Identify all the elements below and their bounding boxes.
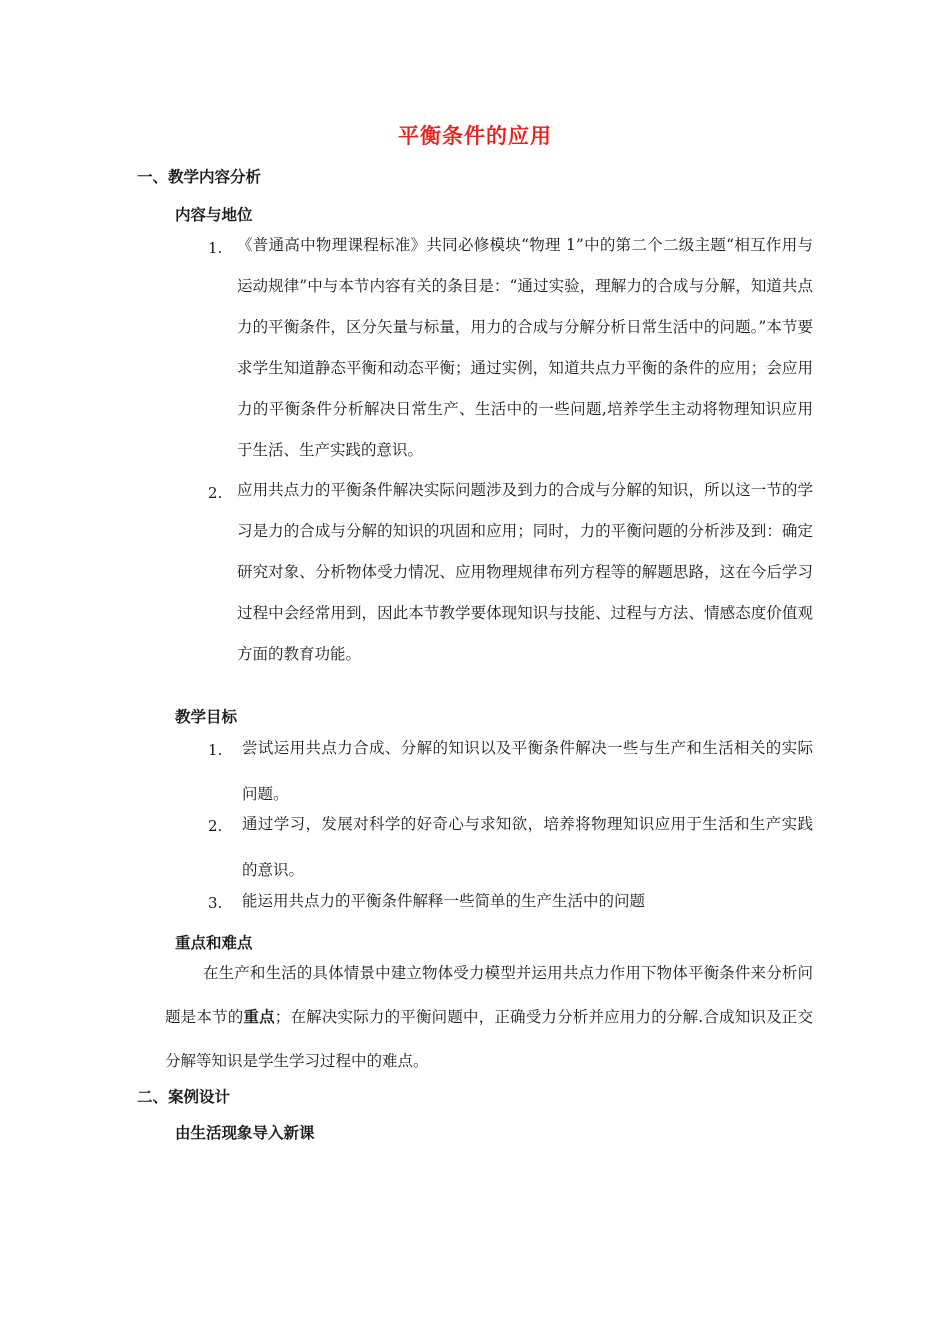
key-points-text-before: 在生产和生活的具体情景中建立物体受力模型并运用共点力作用下物体平衡条件来分析问题是本节的	[165, 964, 813, 1026]
section-heading-case-design: 二、案例设计	[137, 1088, 231, 1106]
subheading-intro: 由生活现象导入新课	[175, 1124, 315, 1142]
document-title: 平衡条件的应用	[398, 124, 552, 148]
list-item-number: 1.	[208, 741, 223, 759]
list-item-number: 2.	[208, 484, 223, 502]
key-points-text-after: ；在解决实际力的平衡问题中，正确受力分析并应用力的分解.合成知识及正交分解等知识是学生学习过程中的难点。	[165, 1008, 813, 1070]
section-heading-analysis: 一、教学内容分析	[137, 168, 262, 186]
subheading-key-points: 重点和难点	[175, 934, 253, 952]
subheading-teaching-goals: 教学目标	[175, 708, 238, 726]
list-item-text: 应用共点力的平衡条件解决实际问题涉及到力的合成与分解的知识，所以这一节的学习是力的合成与分解的知识的巩固和应用；同时，力的平衡问题的分析涉及到：确定研究对象、分析物体受力情况、应用物理规律布列方程等的解题思路，这在今后学习过程中会经常用到，因此本节教学要体现知识与技能、过程与方法、情感态度价值观方面的教育功能。	[237, 481, 813, 663]
list-item-text: 能运用共点力的平衡条件解释一些简单的生产生活中的问题	[242, 892, 646, 910]
list-item-number: 3.	[208, 894, 223, 912]
list-item-number: 1.	[208, 239, 223, 257]
subheading-content-position: 内容与地位	[175, 206, 253, 224]
list-item-text: 通过学习，发展对科学的好奇心与求知欲，培养将物理知识应用于生活和生产实践的意识。	[242, 815, 813, 879]
list-item-text: 尝试运用共点力合成、分解的知识以及平衡条件解决一些与生产和生活相关的实际问题。	[242, 739, 813, 803]
key-points-paragraph	[165, 951, 813, 1083]
key-points-emphasis: 重点	[243, 1007, 275, 1026]
list-item-number: 2.	[208, 817, 223, 835]
list-item-text: 《普通高中物理课程标准》共同必修模块“物理 1”中的第二个二级主题“相互作用与运动规律”中与本节内容有关的条目是：“通过实验，理解力的合成与分解，知道共点力的平衡条件，区分矢量与标量，用力的合成与分解分析日常生活中的问题。”本节要求学生知道静态平衡和动态平衡；通过实例，知道共点力平衡的条件的应用；会应用力的平衡条件分析解决日常生产、生活中的一些问题,培养学生主动将物理知识应用于生活、生产实践的意识。	[237, 236, 813, 459]
